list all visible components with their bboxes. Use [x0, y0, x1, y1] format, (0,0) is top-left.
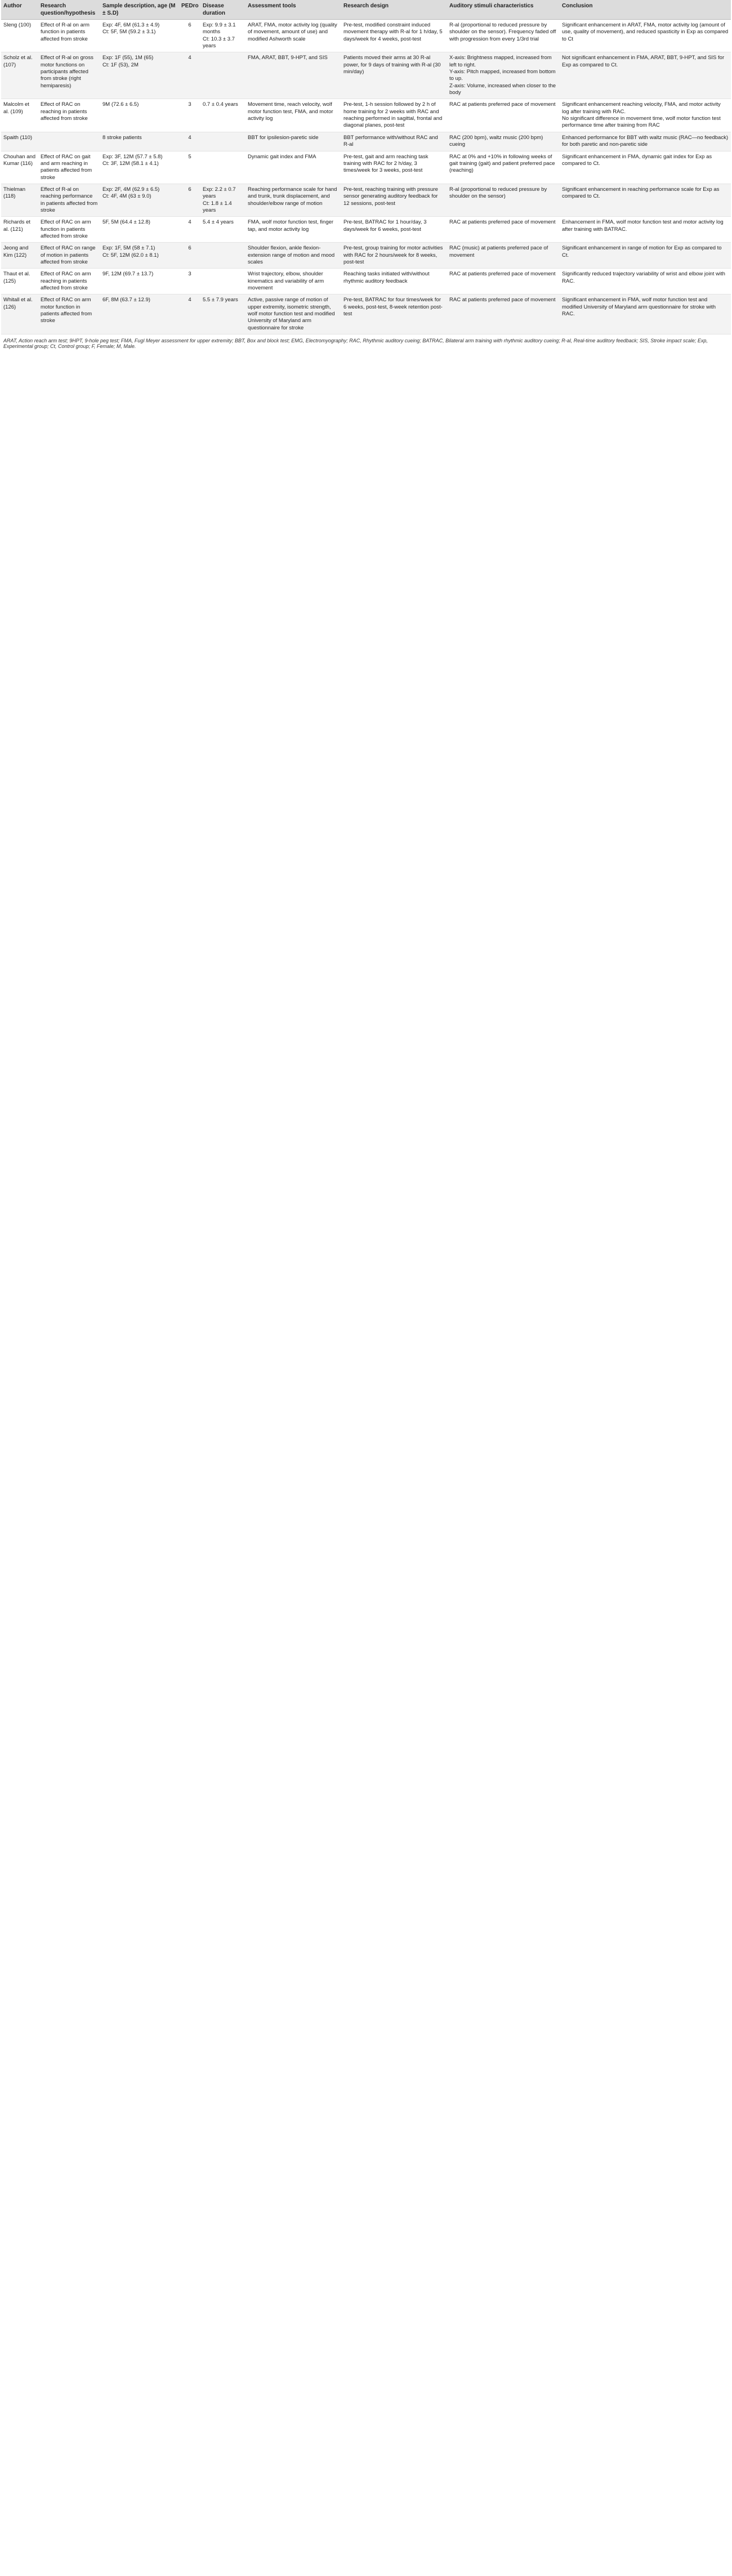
cell-pedro: 6 — [179, 184, 200, 216]
cell-research-design: Patients moved their arms at 30 R-al power, for 9 days of training with R-al (30 min/day) — [341, 52, 447, 99]
column-header: Disease duration — [200, 0, 246, 20]
cell-disease-duration — [200, 243, 246, 269]
cell-assessment-tools: Movement time, reach velocity, wolf motor function test, FMA, and motor activity log — [246, 99, 341, 132]
header-row — [1, 0, 731, 20]
cell-author: Thielman (118) — [1, 184, 38, 216]
cell-author: Whitall et al. (126) — [1, 294, 38, 334]
cell-disease-duration — [200, 269, 246, 294]
cell-auditory-stimuli: RAC at 0% and +10% in following weeks of gait training (gait) and patient preferred pace (reaching) — [447, 151, 560, 184]
cell-sample: 5F, 5M (64.4 ± 12.8) — [100, 217, 179, 243]
cell-research-design: Pre-test, reaching training with pressure sensor generating auditory feedback for 12 sessions, post-test — [341, 184, 447, 216]
table-row — [1, 269, 731, 294]
cell-conclusion: Significant enhancement in FMA, dynamic gait index for Exp as compared to Ct. — [560, 151, 731, 184]
cell-research-design: BBT performance with/without RAC and R-al — [341, 132, 447, 151]
cell-disease-duration — [200, 151, 246, 184]
cell-assessment-tools: Dynamic gait index and FMA — [246, 151, 341, 184]
cell-research-question: Effect of R-al on arm function in patients affected from stroke — [38, 20, 100, 52]
table-footnote: ARAT, Action reach arm test; 9HPT, 9-hole peg test; FMA, Fugl Meyer assessment for upper extremity; BBT, Box and block test; EMG, Electromyography; RAC, Rhythmic auditory cueing; BATRAC, Bilateral arm training with rhythmic auditory cueing; R-al, Real-time auditory feedback; SIS, Stroke impact scale; Exp, Experimental group; Ct, Control group; F, Female; M, Male. — [3, 338, 708, 350]
cell-disease-duration: Exp: 9.9 ± 3.1 months Ct: 10.3 ± 3.7 years — [200, 20, 246, 52]
cell-conclusion: Significant enhancement in FMA, wolf motor function test and modified University of Maryland arm questionnaire for stroke with RAC. — [560, 294, 731, 334]
cell-assessment-tools: Shoulder flexion, ankle flexion-extension range of motion and mood scales — [246, 243, 341, 269]
table-row — [1, 151, 731, 184]
cell-disease-duration: 5.5 ± 7.9 years — [200, 294, 246, 334]
column-header: Research design — [341, 0, 447, 20]
cell-author: Malcolm et al. (109) — [1, 99, 38, 132]
cell-conclusion: Significant enhancement in reaching performance scale for Exp as compared to Ct. — [560, 184, 731, 216]
cell-sample: 9M (72.6 ± 6.5) — [100, 99, 179, 132]
table-row — [1, 243, 731, 269]
cell-conclusion: Significantly reduced trajectory variability of wrist and elbow joint with RAC. — [560, 269, 731, 294]
cell-research-design: Pre-test, BATRAC for 1 hour/day, 3 days/week for 6 weeks, post-test — [341, 217, 447, 243]
cell-research-question: Effect of RAC on range of motion in patients affected from stroke — [38, 243, 100, 269]
cell-pedro: 6 — [179, 20, 200, 52]
cell-auditory-stimuli: RAC at patients preferred pace of movement — [447, 294, 560, 334]
column-header: Research question/hypothesis — [38, 0, 100, 20]
cell-pedro: 3 — [179, 99, 200, 132]
table-row — [1, 52, 731, 99]
cell-auditory-stimuli: R-al (proportional to reduced pressure by shoulder on the sensor) — [447, 184, 560, 216]
cell-research-question: Effect of RAC on reaching in patients affected from stroke — [38, 99, 100, 132]
cell-auditory-stimuli: R-al (proportional to reduced pressure by shoulder on the sensor). Frequency faded off with progression from every 1/3rd trial — [447, 20, 560, 52]
cell-sample: Exp: 2F, 4M (62.9 ± 6.5) Ct: 4F, 4M (63 ± 9.0) — [100, 184, 179, 216]
cell-conclusion: Not significant enhancement in FMA, ARAT, BBT, 9-HPT, and SIS for Exp as compared to Ct. — [560, 52, 731, 99]
cell-auditory-stimuli: X-axis: Brightness mapped, increased from left to right. Y-axis: Pitch mapped, increased from bottom to up. Z-axis: Volume, increased when closer to the body — [447, 52, 560, 99]
cell-sample: Exp: 1F (55), 1M (65) Ct: 1F (53), 2M — [100, 52, 179, 99]
table-row — [1, 294, 731, 334]
cell-auditory-stimuli: RAC at patients preferred pace of movement — [447, 217, 560, 243]
table-row — [1, 20, 731, 52]
cell-research-question: Effect of R-al on reaching performance in patients affected from stroke — [38, 184, 100, 216]
cell-pedro: 4 — [179, 52, 200, 99]
cell-author: Richards et al. (121) — [1, 217, 38, 243]
cell-conclusion: Enhanced performance for BBT with waltz music (RAC—no feedback) for both paretic and non-paretic side — [560, 132, 731, 151]
cell-disease-duration: 5.4 ± 4 years — [200, 217, 246, 243]
cell-disease-duration — [200, 132, 246, 151]
cell-sample: Exp: 4F, 6M (61.3 ± 4.9) Ct: 5F, 5M (59.2 ± 3.1) — [100, 20, 179, 52]
table-row — [1, 217, 731, 243]
cell-sample: 8 stroke patients — [100, 132, 179, 151]
cell-assessment-tools: ARAT, FMA, motor activity log (quality of movement, amount of use) and modified Ashworth scale — [246, 20, 341, 52]
cell-research-design: Pre-test, gait and arm reaching task training with RAC for 2 h/day, 3 times/week for 3 weeks, post-test — [341, 151, 447, 184]
cell-assessment-tools: BBT for ipsilesion-paretic side — [246, 132, 341, 151]
cell-pedro: 4 — [179, 217, 200, 243]
cell-assessment-tools: FMA, wolf motor function test, finger tap, and motor activity log — [246, 217, 341, 243]
column-header: Author — [1, 0, 38, 20]
cell-auditory-stimuli: RAC at patients preferred pace of movement — [447, 269, 560, 294]
cell-research-design: Pre-test, BATRAC for four times/week for 6 weeks, post-test, 8-week retention post-test — [341, 294, 447, 334]
cell-auditory-stimuli: RAC at patients preferred pace of movement — [447, 99, 560, 132]
cell-research-design: Pre-test, group training for motor activities with RAC for 2 hours/week for 8 weeks, post-test — [341, 243, 447, 269]
cell-assessment-tools: Wrist trajectory, elbow, shoulder kinematics and variability of arm movement — [246, 269, 341, 294]
cell-pedro: 5 — [179, 151, 200, 184]
cell-pedro: 4 — [179, 132, 200, 151]
review-table — [1, 0, 731, 334]
cell-research-design: Reaching tasks initiated with/without rhythmic auditory feedback — [341, 269, 447, 294]
cell-auditory-stimuli: RAC (music) at patients preferred pace of movement — [447, 243, 560, 269]
cell-conclusion: Significant enhancement reaching velocity, FMA, and motor activity log after training with RAC. No significant difference in movement time, wolf motor function test performance time after training from RAC — [560, 99, 731, 132]
cell-auditory-stimuli: RAC (200 bpm), waltz music (200 bpm) cueing — [447, 132, 560, 151]
cell-sample: Exp: 3F, 12M (57.7 ± 5.8) Ct: 3F, 12M (58.1 ± 4.1) — [100, 151, 179, 184]
cell-author: Chouhan and Kumar (116) — [1, 151, 38, 184]
cell-author: Spaith (110) — [1, 132, 38, 151]
table-row — [1, 184, 731, 216]
cell-research-question: Effect of RAC on arm motor function in patients affected from stroke — [38, 294, 100, 334]
cell-disease-duration: 0.7 ± 0.4 years — [200, 99, 246, 132]
cell-research-question: Effect of R-al on gross motor functions on participants affected from stroke (right hemiparesis) — [38, 52, 100, 99]
cell-author: Thaut et al. (125) — [1, 269, 38, 294]
table-header — [1, 0, 731, 20]
cell-sample: 9F, 12M (69.7 ± 13.7) — [100, 269, 179, 294]
cell-assessment-tools: FMA, ARAT, BBT, 9-HPT, and SIS — [246, 52, 341, 99]
cell-assessment-tools: Active, passive range of motion of upper extremity, isometric strength, wolf motor function test and modified University of Maryland arm questionnaire for stroke — [246, 294, 341, 334]
column-header: Sample description, age (M ± S.D) — [100, 0, 179, 20]
cell-author: Sleng (100) — [1, 20, 38, 52]
cell-author: Scholz et al. (107) — [1, 52, 38, 99]
column-header: Auditory stimuli characteristics — [447, 0, 560, 20]
document — [1, 0, 731, 352]
cell-conclusion: Significant enhancement in range of motion for Exp as compared to Ct. — [560, 243, 731, 269]
cell-disease-duration: Exp: 2.2 ± 0.7 years Ct: 1.8 ± 1.4 years — [200, 184, 246, 216]
cell-conclusion: Enhancement in FMA, wolf motor function test and motor activity log after training with BATRAC. — [560, 217, 731, 243]
column-header: Conclusion — [560, 0, 731, 20]
column-header: PEDro — [179, 0, 200, 20]
cell-sample: 6F, 8M (63.7 ± 12.9) — [100, 294, 179, 334]
table-body — [1, 20, 731, 334]
cell-sample: Exp: 1F, 5M (58 ± 7.1) Ct: 5F, 12M (62.0 ± 8.1) — [100, 243, 179, 269]
cell-research-design: Pre-test, modified constraint induced movement therapy with R-al for 1 h/day, 5 days/week for 4 weeks, post-test — [341, 20, 447, 52]
cell-pedro: 3 — [179, 269, 200, 294]
table-row — [1, 99, 731, 132]
cell-research-question: Effect of RAC on arm function in patients affected from stroke — [38, 217, 100, 243]
cell-assessment-tools: Reaching performance scale for hand and trunk, trunk displacement, and shoulder/elbow range of motion — [246, 184, 341, 216]
table-row — [1, 132, 731, 151]
cell-conclusion: Significant enhancement in ARAT, FMA, motor activity log (amount of use, quality of movement), and reduced spasticity in Exp as compared to Ct — [560, 20, 731, 52]
cell-pedro: 6 — [179, 243, 200, 269]
cell-research-question — [38, 132, 100, 151]
cell-author: Jeong and Kim (122) — [1, 243, 38, 269]
cell-research-question: Effect of RAC on gait and arm reaching in patients affected from stroke — [38, 151, 100, 184]
column-header: Assessment tools — [246, 0, 341, 20]
cell-research-design: Pre-test, 1-h session followed by 2 h of home training for 2 weeks with RAC and reaching performed in sagittal, frontal and diagonal planes, post-test — [341, 99, 447, 132]
cell-research-question: Effect of RAC on arm reaching in patients affected from stroke — [38, 269, 100, 294]
cell-disease-duration — [200, 52, 246, 99]
cell-pedro: 4 — [179, 294, 200, 334]
